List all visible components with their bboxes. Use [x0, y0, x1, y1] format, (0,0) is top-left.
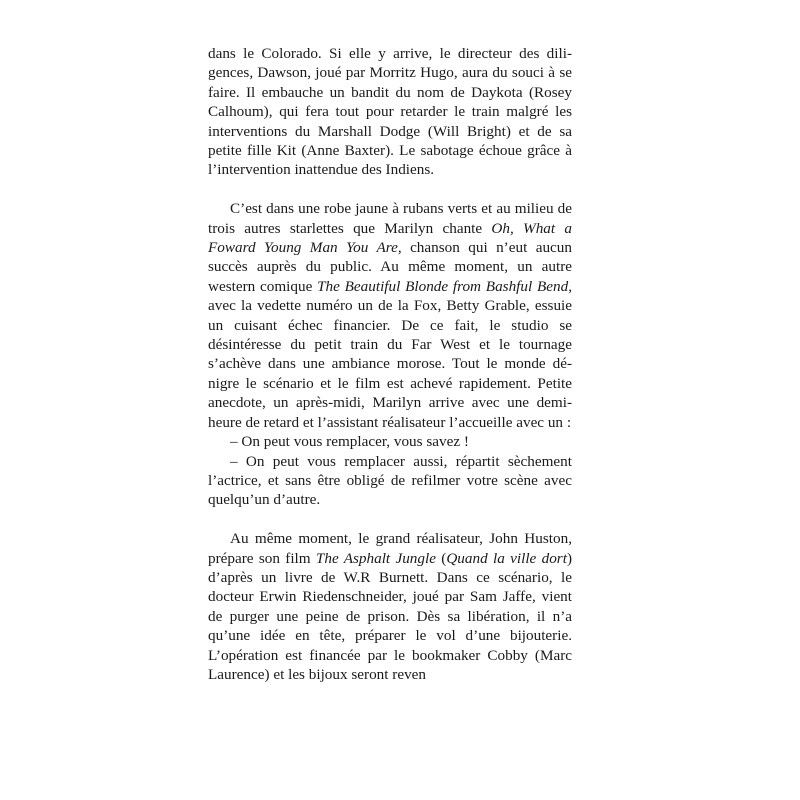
paragraph-3 — [208, 529, 572, 684]
paragraph-3-text-2: ( — [435, 549, 447, 567]
paragraph-2-text-1: C’est dans une robe jaune à rubans verts et au milieu de trois autres starlettes que Marilyn chante — [208, 200, 572, 237]
paragraph-3-text-1: Au même moment, le grand réalisateur, John Huston, prépare son film — [208, 530, 572, 567]
song-title: Oh, What a Foward Young Man You Are — [208, 219, 572, 257]
paragraph-1: dans le Colorado. Si elle y arrive, le directeur des diligences, Dawson, joué par Morritz Hugo, aura du souci à se faire. Il embauche un bandit du nom de Daykota (Rosey Calhoum), qui fera tout pour retarder le train malgré les interventions du Marshall Dodge (Will Bright) et de sa petite fille Kit (Anne Baxter). Le sabotage échoue grâce à l’intervention inattendue des Indiens. — [208, 45, 572, 179]
dialogue-line-2: – On peut vous remplacer aussi, répartit sèchement l’actrice, et sans être obligé de refilmer votre scène avec quelqu’un d’autre. — [208, 452, 572, 509]
film-title-beautiful-blonde: The Beautiful Blonde from Bashful Bend — [317, 277, 569, 295]
paragraph-gap — [208, 180, 572, 199]
dialogue-line-1: – On peut vous remplacer, vous savez ! — [230, 433, 469, 451]
paragraph-2 — [208, 199, 572, 432]
paragraph-gap — [208, 510, 572, 529]
paragraph-3-text-3: ) d’après un livre de W.R Burnett. Dans ce scénario, le docteur Erwin Riedenschneider, joué par Sam Jaffe, vient de purger une peine de prison. Dès sa libération, il n’a qu’une idée en tête, préparer le vol d’une bijouterie. L’opération est financée par le bookmaker Cobby (Marc Laurence) et les bijoux seront reven — [208, 549, 572, 683]
paragraph-2-text-3: , avec la vedette numéro un de la Fox, Betty Grable, essuie un cuisant échec financier. De ce fait, le studio se désintéresse du petit train du Far West et le tournage s’achève dans une ambiance morose. Tout le monde dénigre le scénario et le film est achevé rapidement. Petite anecdote, un après-midi, Marilyn arrive avec une demi-heure de retard et l’assistant réalisateur l’accueille avec un : — [208, 277, 572, 431]
film-title-asphalt-jungle: The Asphalt Jungle — [315, 549, 436, 567]
film-title-french: Quand la ville dort — [446, 549, 567, 567]
paragraph-2-text-2: , chanson qui n’eut aucun succès auprès du public. Au même moment, un autre western comique — [208, 239, 572, 295]
book-page — [208, 44, 572, 684]
